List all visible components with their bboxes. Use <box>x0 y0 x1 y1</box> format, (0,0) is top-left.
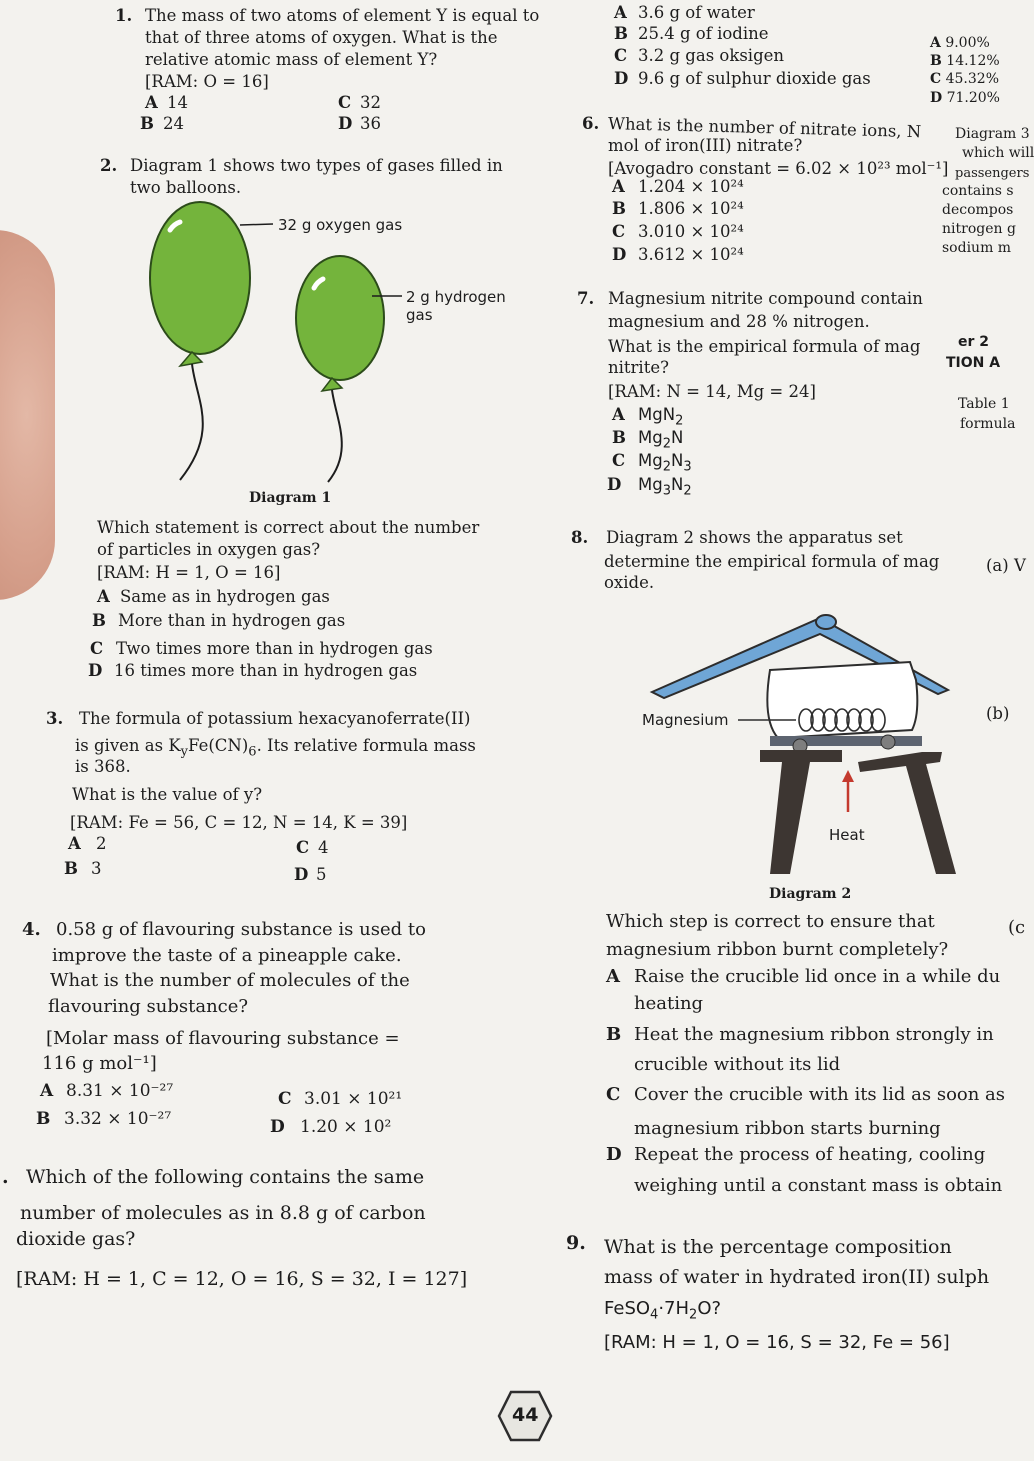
q4-line: improve the taste of a pineapple cake. <box>52 945 402 966</box>
q7-number: 7. <box>577 289 595 308</box>
q2-line: two balloons. <box>130 178 242 197</box>
q3-option-d-letter[interactable]: D <box>294 865 309 884</box>
q6-line: mol of iron(III) nitrate? <box>608 136 803 155</box>
diagram-3-text: nitrogen g <box>942 221 1016 237</box>
q6-number: 6. <box>582 114 600 133</box>
q8-stem: magnesium ribbon burnt completely? <box>606 939 949 960</box>
table-1-fragment: Table 1 <box>958 396 1010 412</box>
heat-label: Heat <box>829 826 865 844</box>
q2-option-d-letter[interactable]: D <box>88 661 103 680</box>
q4-line: 0.58 g of flavouring substance is used to <box>56 919 426 940</box>
table-1-fragment: formula <box>960 416 1016 432</box>
q1-option-a[interactable]: 14 <box>167 93 188 112</box>
q6-option-c[interactable]: 3.010 × 10²⁴ <box>638 222 744 241</box>
q2-stem: of particles in oxygen gas? <box>97 540 321 559</box>
q5-option-a-letter[interactable]: A <box>614 3 627 22</box>
q5-number: . <box>2 1166 9 1188</box>
q7-option-a-letter[interactable]: A <box>612 405 625 424</box>
q2-number: 2. <box>100 156 118 175</box>
q2-stem: Which statement is correct about the number <box>97 518 480 537</box>
q4-option-c[interactable]: 3.01 × 10²¹ <box>304 1089 403 1109</box>
q5-ram: [RAM: H = 1, C = 12, O = 16, S = 32, I = 127] <box>16 1268 468 1290</box>
oxygen-balloon <box>150 202 250 354</box>
q1-line: that of three atoms of oxygen. What is the <box>145 28 498 47</box>
hydrogen-gas-label: 2 g hydrogen <box>406 288 506 306</box>
right-edge-a-label: (a) V <box>986 556 1026 575</box>
q6-option-a[interactable]: 1.204 × 10²⁴ <box>638 177 744 196</box>
diagram-3-text: sodium m <box>942 240 1012 256</box>
percent-option-d[interactable]: D 71.20% <box>930 90 1000 106</box>
q5-option-b[interactable]: 25.4 g of iodine <box>638 24 769 43</box>
diagram-2-caption: Diagram 2 <box>769 886 852 902</box>
q8-option-b[interactable]: crucible without its lid <box>634 1054 841 1075</box>
q9-number: 9. <box>566 1232 586 1254</box>
q7-line: Magnesium nitrite compound contain <box>608 289 923 308</box>
q4-line: flavouring substance? <box>48 996 249 1017</box>
q8-option-a[interactable]: Raise the crucible lid once in a while du <box>634 966 1001 987</box>
q8-option-b[interactable]: Heat the magnesium ribbon strongly in <box>634 1024 994 1045</box>
q4-option-b-letter[interactable]: B <box>36 1109 51 1129</box>
tripod-right <box>858 752 956 874</box>
q6-line: What is the number of nitrate ions, N <box>607 114 922 142</box>
diagram-3-text: contains s <box>942 183 1014 199</box>
oxygen-gas-label: 32 g oxygen gas <box>278 216 403 234</box>
q8-option-d[interactable]: weighing until a constant mass is obtain <box>634 1175 1003 1196</box>
q2-option-d[interactable]: 16 times more than in hydrogen gas <box>114 661 418 680</box>
q8-number: 8. <box>571 528 589 547</box>
q8-line: Diagram 2 shows the apparatus set <box>606 528 903 547</box>
q8-option-a[interactable]: heating <box>634 993 704 1014</box>
q4-option-b[interactable]: 3.32 × 10⁻²⁷ <box>64 1109 172 1129</box>
q3-option-b-letter[interactable]: B <box>64 859 78 878</box>
percent-option-c[interactable]: C 45.32% <box>930 71 999 87</box>
diagram-3-text: decompos <box>942 202 1014 218</box>
diagram-3-text: Diagram 3 <box>955 126 1030 142</box>
q4-molar-mass: 116 g mol⁻¹] <box>42 1053 157 1074</box>
q5-option-c[interactable]: 3.2 g gas oksigen <box>638 46 785 65</box>
q2-option-a[interactable]: Same as in hydrogen gas <box>120 587 330 606</box>
q3-option-a-letter[interactable]: A <box>68 834 81 853</box>
q2-option-b-letter[interactable]: B <box>92 611 106 630</box>
q5-line: number of molecules as in 8.8 g of carbon <box>20 1202 426 1224</box>
q8-option-b-letter[interactable]: B <box>606 1024 622 1045</box>
q3-line: What is the value of y? <box>72 785 263 804</box>
diagram-1-balloons <box>140 200 520 485</box>
q3-option-c-letter[interactable]: C <box>296 838 310 857</box>
q9-line: mass of water in hydrated iron(II) sulph <box>604 1266 990 1288</box>
q7-option-c[interactable]: $Mg_2N_3$ <box>638 451 692 475</box>
page-number: 44 <box>512 1404 539 1426</box>
q2-option-b[interactable]: More than in hydrogen gas <box>118 611 346 630</box>
q1-option-c-letter[interactable]: C <box>338 93 352 112</box>
q3-line: The formula of potassium hexacyanoferrate(II) <box>79 709 471 728</box>
q3-option-c[interactable]: 4 <box>318 838 329 857</box>
hydrogen-gas-label: gas <box>406 306 433 324</box>
q4-option-c-letter[interactable]: C <box>278 1089 292 1109</box>
q8-option-a-letter[interactable]: A <box>606 966 620 987</box>
q3-ram: [RAM: Fe = 56, C = 12, N = 14, K = 39] <box>70 813 408 832</box>
q1-line: The mass of two atoms of element Y is equal to <box>145 6 540 25</box>
section-fragment: TION A <box>946 355 1001 371</box>
q8-option-c-letter[interactable]: C <box>606 1084 621 1105</box>
q4-number: 4. <box>22 919 41 940</box>
q5-option-a[interactable]: 3.6 g of water <box>638 3 755 22</box>
q2-option-c-letter[interactable]: C <box>90 639 104 658</box>
q3-option-d[interactable]: 5 <box>316 865 327 884</box>
q6-avogadro: [Avogadro constant = 6.02 × 10²³ mol⁻¹] <box>608 159 949 178</box>
q6-option-b[interactable]: 1.806 × 10²⁴ <box>638 199 744 218</box>
q3-option-a[interactable]: 2 <box>96 834 107 853</box>
finger-shadow <box>0 230 55 600</box>
q5-option-c-letter[interactable]: C <box>614 46 628 65</box>
q5-option-d-letter[interactable]: D <box>614 69 629 88</box>
q6-option-d[interactable]: 3.612 × 10²⁴ <box>638 245 744 264</box>
q8-option-c[interactable]: Cover the crucible with its lid as soon as <box>634 1084 1006 1105</box>
q2-ram: [RAM: H = 1, O = 16] <box>97 563 281 582</box>
percent-option-b[interactable]: B 14.12% <box>930 53 1000 69</box>
q6-option-d-letter[interactable]: D <box>612 245 627 264</box>
diagram-3-text: passengers <box>955 166 1030 181</box>
q2-option-c[interactable]: Two times more than in hydrogen gas <box>116 639 433 658</box>
q6-option-c-letter[interactable]: C <box>612 222 626 241</box>
q9-ram: [RAM: H = 1, O = 16, S = 32, Fe = 56] <box>604 1332 950 1353</box>
q4-option-d-letter[interactable]: D <box>270 1117 285 1137</box>
q6-option-b-letter[interactable]: B <box>612 199 626 218</box>
q1-option-b-letter[interactable]: B <box>140 114 154 133</box>
q1-line: relative atomic mass of element Y? <box>145 50 438 69</box>
q5-line: Which of the following contains the same <box>26 1166 425 1188</box>
q1-option-b[interactable]: 24 <box>163 114 184 133</box>
q3-line: is 368. <box>75 757 131 776</box>
q7-line: nitrite? <box>608 358 669 377</box>
q6-option-a-letter[interactable]: A <box>612 177 625 196</box>
hydrogen-balloon <box>296 256 384 380</box>
q5-line: dioxide gas? <box>16 1228 136 1250</box>
q5-option-d[interactable]: 9.6 g of sulphur dioxide gas <box>638 69 871 88</box>
right-edge-c-label: (c <box>1008 917 1026 938</box>
q7-ram: [RAM: N = 14, Mg = 24] <box>608 382 816 401</box>
q7-option-c-letter[interactable]: C <box>612 451 626 470</box>
q7-option-d-letter[interactable]: D <box>607 475 622 494</box>
q3-number: 3. <box>46 709 64 728</box>
right-edge-b-label: (b) <box>986 704 1010 723</box>
q4-option-d[interactable]: 1.20 × 10² <box>300 1117 392 1137</box>
q8-line: oxide. <box>604 573 655 592</box>
q8-stem: Which step is correct to ensure that <box>606 911 935 932</box>
tripod-left <box>760 750 842 874</box>
q7-option-b-letter[interactable]: B <box>612 428 626 447</box>
page-number-badge <box>497 1390 553 1442</box>
q3-option-b[interactable]: 3 <box>91 859 102 878</box>
q8-option-d[interactable]: Repeat the process of heating, cooling <box>634 1144 986 1165</box>
magnesium-label: Magnesium <box>642 711 729 729</box>
q2-option-a-letter[interactable]: A <box>97 587 110 606</box>
q1-option-c[interactable]: 32 <box>360 93 381 112</box>
q7-line: magnesium and 28 % nitrogen. <box>608 312 870 331</box>
crucible <box>767 662 917 738</box>
q1-option-a-letter[interactable]: A <box>145 93 158 112</box>
q3-formula-line: is given as $K_yFe(CN)_6$. Its relative formula mass <box>75 736 476 760</box>
q1-ram: [RAM: O = 16] <box>145 72 269 91</box>
q8-option-c[interactable]: magnesium ribbon starts burning <box>634 1118 941 1139</box>
q4-line: What is the number of molecules of the <box>50 970 410 991</box>
q7-line: What is the empirical formula of mag <box>608 337 921 356</box>
q2-line: Diagram 1 shows two types of gases filled in <box>130 156 503 175</box>
q1-option-d-letter[interactable]: D <box>338 114 353 133</box>
q4-line: [Molar mass of flavouring substance = <box>46 1028 400 1049</box>
q9-line: What is the percentage composition <box>604 1236 952 1258</box>
q4-option-a-letter[interactable]: A <box>40 1081 54 1101</box>
q9-formula: $FeSO_4\cdot 7H_2O$? <box>604 1298 722 1323</box>
q5-option-b-letter[interactable]: B <box>614 24 628 43</box>
q7-option-d[interactable]: $Mg_3N_2$ <box>638 475 692 499</box>
chapter-fragment: er 2 <box>958 334 990 350</box>
diagram-3-text: which will <box>962 145 1034 161</box>
q7-option-b[interactable]: $Mg_2N$ <box>638 428 684 452</box>
q1-number: 1. <box>115 6 133 25</box>
percent-option-a[interactable]: A 9.00% <box>930 35 990 51</box>
q7-option-a[interactable]: MgN$_2$ <box>638 405 684 429</box>
diagram-2-apparatus <box>620 612 980 892</box>
q8-line: determine the empirical formula of mag <box>604 552 940 571</box>
diagram-1-caption: Diagram 1 <box>249 490 332 506</box>
q8-option-d-letter[interactable]: D <box>606 1144 622 1165</box>
q4-option-a[interactable]: 8.31 × 10⁻²⁷ <box>66 1081 174 1101</box>
q1-option-d[interactable]: 36 <box>360 114 381 133</box>
